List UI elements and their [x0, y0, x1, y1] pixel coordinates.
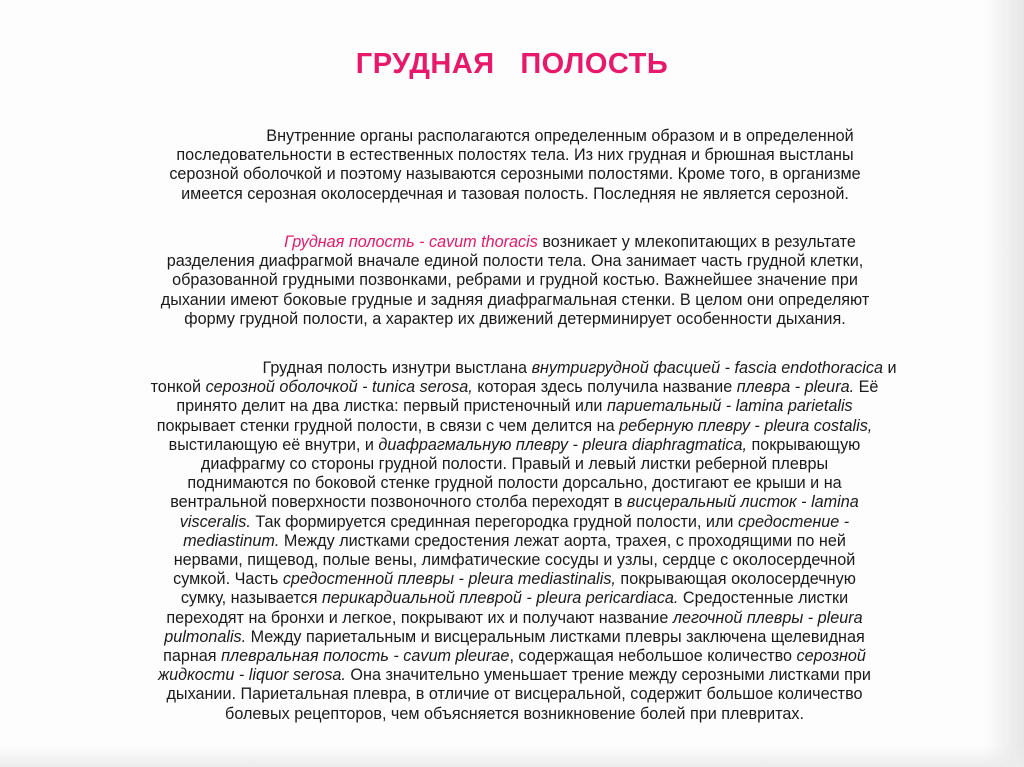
paragraph-line: форму грудной полости, а характер их движений детерминирует особенности дыхания. — [184, 309, 846, 328]
paragraph-line: разделения диафрагмой вначале единой полости тела. Она занимает часть грудной клетки, — [166, 252, 864, 271]
paragraph-thoracic-cavity — [80, 233, 950, 329]
term: перикардиальной плеврой - pleura pericardiaca. — [321, 589, 679, 608]
paragraph-pleura — [62, 359, 967, 724]
text-run: выстилающую её внутри, и — [168, 435, 379, 454]
term: легочной плевры - pleura — [672, 608, 863, 627]
term: висцеральный листок - lamina — [626, 493, 859, 512]
term: диафрагмальную плевру - pleura diaphragmatica, — [378, 435, 748, 454]
text-run: переходят на бронхи и легкое, покрывают их и получают название — [166, 608, 673, 627]
paragraph-line: нервами, пищевод, полые вены, лимфатические сосуды и узлы, сердце с околосердечной — [173, 551, 856, 570]
term: плевральная полость - cavum pleurae — [221, 647, 510, 666]
paragraph-line — [62, 647, 967, 666]
paragraph-line — [62, 493, 967, 512]
paragraph-line — [62, 378, 967, 397]
paragraph-line — [62, 666, 967, 685]
term: visceralis. — [179, 512, 251, 531]
text-run: Её — [854, 378, 879, 397]
text-run: , содержащая небольшое количество — [509, 647, 797, 666]
paragraph-line — [62, 532, 967, 551]
term: плевра - pleura. — [736, 378, 855, 397]
paragraph-line — [62, 589, 967, 608]
term: серозной оболочкой - tunica serosa, — [205, 378, 473, 397]
paragraph-line: поднимаются по боковой стенке грудной полости дорсально, достигают ее крыши и на — [187, 474, 842, 493]
paragraph-intro — [95, 127, 935, 204]
text-run: покрывающая околосердечную — [615, 570, 856, 589]
term: реберную плевру - pleura costalis, — [619, 416, 873, 435]
paragraph-line — [80, 233, 950, 252]
term: внутригрудной фасцией - fascia endothoracica — [531, 359, 883, 377]
term: mediastinum. — [183, 531, 280, 550]
paragraph-line — [62, 359, 967, 378]
paragraph-line — [62, 397, 967, 416]
bottom-edge-shadow — [0, 745, 1024, 767]
paragraph-line: диафрагму со стороны грудной полости. Правый и левый листки реберной плевры — [200, 455, 829, 474]
text-run: сумкой. Часть — [173, 570, 283, 589]
paragraph-line: дыхании. Париетальная плевра, в отличие от висцеральной, содержит большое количество — [166, 685, 863, 704]
paragraph-line — [62, 436, 967, 455]
paragraph-line: Внутренние органы располагаются определенным образом и в определенной — [266, 127, 854, 145]
paragraph-line: образованной грудными позвонками, ребрами и грудной костью. Важнейшее значение при — [172, 271, 858, 290]
term: жидкости - liquor serosa. — [158, 666, 346, 685]
text-run: которая здесь получила название — [472, 378, 737, 397]
text-run: и — [882, 359, 897, 377]
right-edge-shadow — [984, 0, 1024, 767]
text-run: Между париетальным и висцеральным листками плевры заключена щелевидная — [246, 627, 865, 646]
text-run: покрывающую — [747, 435, 861, 454]
paragraph-line: серозной оболочкой и поэтому называются серозными полостями. Кроме того, в организме — [169, 165, 861, 184]
paragraph-line: имеется серозная околосердечная и тазовая полость. Последняя не является серозной. — [181, 184, 849, 203]
text-run: Она значительно уменьшает трение между серозными листками при — [345, 666, 871, 685]
paragraph-line: дыхании имеют боковые грудные и задняя диафрагмальная стенки. В целом они определяют — [160, 290, 870, 309]
text-run: вентральной поверхности позвоночного столба переходят в — [170, 493, 627, 512]
term: средостенной плевры - pleura mediastinalis, — [282, 570, 616, 589]
text-run: тонкой — [150, 378, 206, 397]
text-run: покрывает стенки грудной полости, в связи с чем делится на — [156, 416, 620, 435]
paragraph-line: болевых рецепторов, чем объясняется возникновение болей при плевритах. — [225, 704, 804, 723]
term-highlight: Грудная полость - cavum thoracis — [284, 233, 538, 251]
text-run: Между листками средостения лежат аорта, трахея, с проходящими по ней — [279, 531, 846, 550]
term: серозной — [796, 647, 866, 666]
term: pulmonalis. — [164, 627, 247, 646]
text-run: парная — [163, 647, 222, 666]
paragraph-line: последовательности в естественных полостях тела. Из них грудная и брюшная выстланы — [176, 146, 854, 165]
paragraph-line — [62, 417, 967, 436]
text-run: Грудная полость изнутри выстлана — [262, 359, 532, 377]
page-title: ГРУДНАЯ ПОЛОСТЬ — [355, 48, 669, 80]
text-run: возникает у млекопитающих в результате — [537, 233, 856, 251]
paragraph-line — [62, 609, 967, 628]
paragraph-line — [62, 513, 967, 532]
text-run: принято делит на два листка: первый пристеночный или — [176, 397, 607, 416]
term: средостение - — [737, 512, 850, 531]
text-run: Средостенные листки — [678, 589, 849, 608]
paragraph-line — [62, 570, 967, 589]
text-run: Так формируется срединная перегородка грудной полости, или — [250, 512, 738, 531]
term: париетальный - lamina parietalis — [606, 397, 853, 416]
text-run: сумку, называется — [180, 589, 322, 608]
paragraph-line — [62, 628, 967, 647]
